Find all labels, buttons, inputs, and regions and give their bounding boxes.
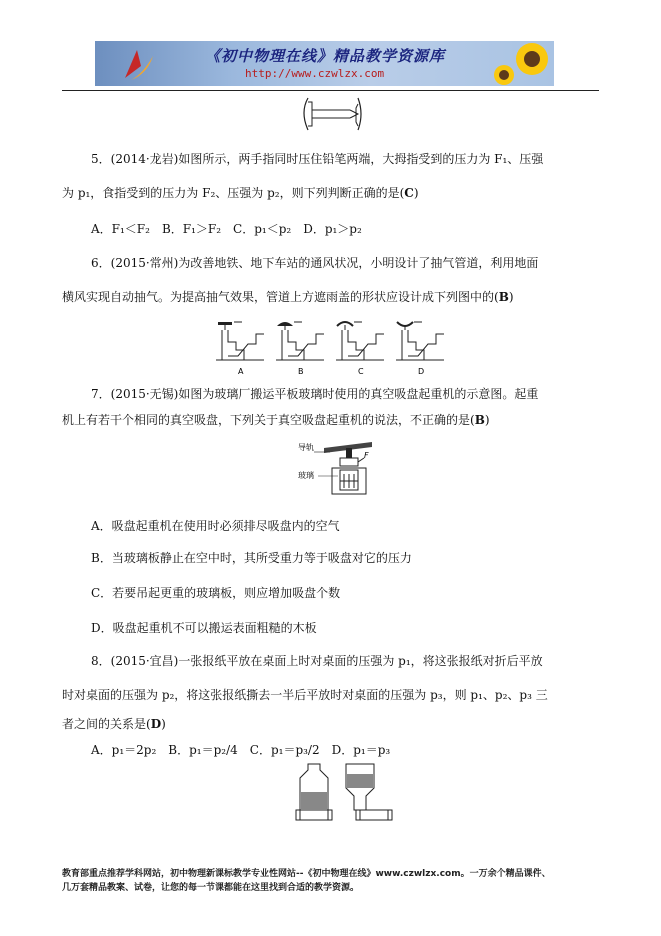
q7-line1: 7．(2015·无锡)如图为玻璃厂搬运平板玻璃时使用的真空吸盘起重机的示意图。起重 (91, 387, 539, 401)
q5-stem-end: 为 p₁，食指受到的压力为 F₂、压强为 p₂，则下列判断正确的是( (62, 186, 405, 200)
glass-label: 玻璃 (298, 471, 314, 480)
q5-line2 (62, 184, 419, 201)
q7-option-b: B．当玻璃板静止在空中时，其所受重力等于吸盘对它的压力 (91, 551, 412, 565)
q7-line2 (62, 411, 490, 428)
pencil-fingers-figure (298, 94, 368, 134)
duct-option-a (216, 322, 264, 360)
footer-line2: 几万套精品教案、试卷，让您的每一节课都能在这里找到合适的教学资源。 (62, 883, 360, 893)
bottles-figure (294, 760, 404, 822)
q8-line2: 时对桌面的压强为 p₂，将这张报纸撕去一半后平放时对桌面的压强为 p₃，则 p₁、p₂、p₃ 三 (62, 688, 548, 702)
duct-option-d (396, 322, 444, 360)
q5-line1: 5．(2014·龙岩)如图所示，两手指同时压住铅笔两端，大拇指受到的压力为 F₁、压强 (91, 152, 544, 166)
duct-option-c (336, 322, 384, 360)
q6-line1: 6．(2015·常州)为改善地铁、地下车站的通风状况，小明设计了抽气管道，利用地面 (91, 256, 539, 270)
q8-options: A．p₁＝2p₂ B．p₁＝p₂/4 C．p₁＝p₃/2 D．p₁＝p₃ (91, 743, 391, 757)
q5-paren: ) (413, 186, 419, 200)
q7-paren: ) (484, 413, 490, 427)
q8-paren: ) (161, 717, 166, 731)
q6-stem-end: 横风实现自动抽气。为提高抽气效果，管道上方遮雨盖的形状应设计成下列图中的( (62, 290, 499, 304)
q6-answer: B (498, 290, 509, 304)
site-logo (117, 44, 157, 84)
duct-label-a: A (238, 367, 244, 376)
q7-option-a: A．吸盘起重机在使用时必须排尽吸盘内的空气 (91, 519, 340, 533)
duct-options-figure (214, 316, 444, 378)
q5-answer: C (404, 186, 414, 200)
footer-line1: 教育部重点推荐学科网站，初中物理新课标教学专业性网站--《初中物理在线》www.czwlzx.com。一万余个精品课件、 (62, 869, 551, 879)
q8-stem-end: 者之间的关系是( (62, 717, 151, 731)
suction-crane-figure (300, 438, 380, 498)
q7-stem-end: 机上有若干个相同的真空吸盘，下列关于真空吸盘起重机的说法，不正确的是( (62, 413, 475, 427)
q7-answer: B (474, 413, 485, 427)
q7-option-d: D．吸盘起重机不可以搬运表面粗糙的木板 (91, 621, 317, 635)
banner-url: http://www.czwlzx.com (245, 67, 385, 80)
duct-option-b (276, 322, 324, 360)
q8-line1: 8．(2015·宜昌)一张报纸平放在桌面上时对桌面的压强为 p₁，将这张报纸对折后平放 (91, 654, 543, 668)
force-label: F (364, 451, 369, 460)
q5-options: A．F₁＜F₂ B．F₁＞F₂ C．p₁＜p₂ D．p₁＞p₂ (91, 222, 362, 236)
header-rule (62, 90, 599, 91)
header-banner (95, 41, 554, 86)
duct-label-b: B (298, 367, 304, 376)
q8-answer: D (150, 717, 162, 731)
q7-option-c: C．若要吊起更重的玻璃板，则应增加吸盘个数 (91, 586, 341, 600)
banner-title: 《初中物理在线》精品教学资源库 (205, 47, 446, 65)
q6-line2 (62, 288, 514, 305)
q6-paren: ) (508, 290, 514, 304)
duct-label-c: C (358, 367, 364, 376)
rail-label: 导轨 (298, 443, 314, 452)
sunflower-image (494, 41, 554, 86)
q8-line3 (62, 715, 166, 732)
duct-label-d: D (418, 367, 425, 376)
